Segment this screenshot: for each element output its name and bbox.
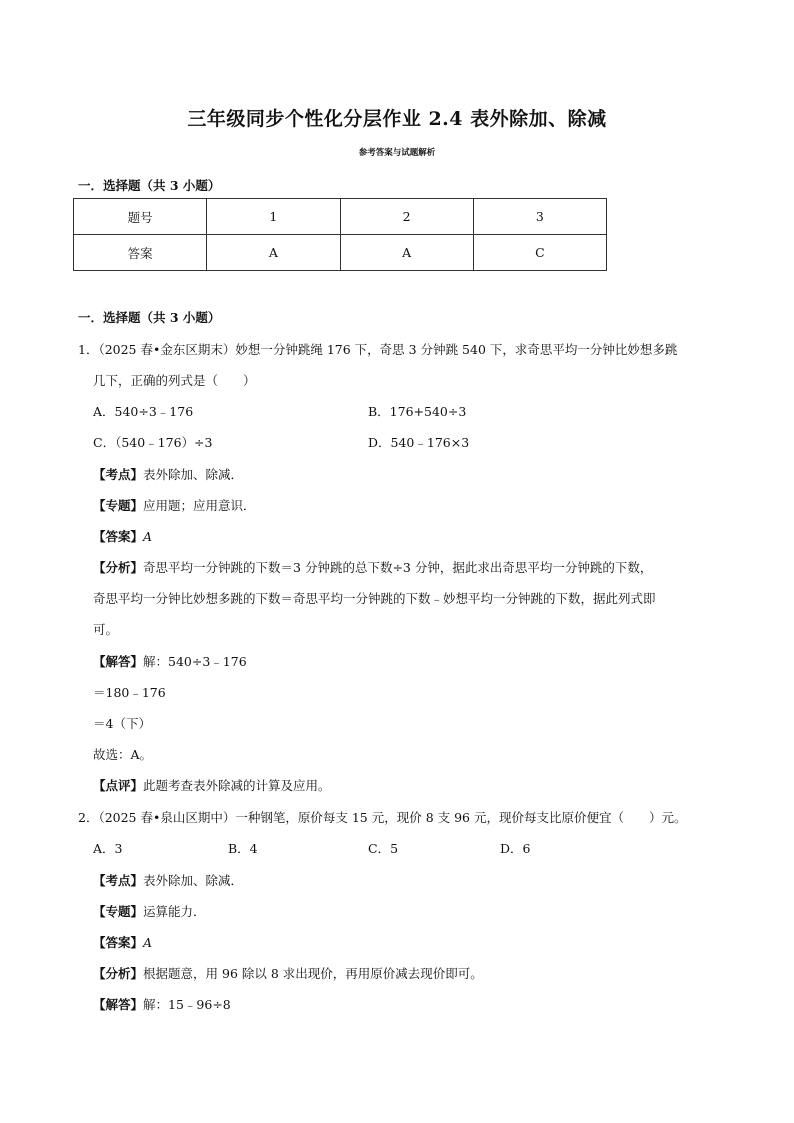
kaodian-tag: 【考点】 [93,467,144,482]
q2-jieda-tag: 【解答】 [93,997,144,1012]
table-header-cell: 答案 [74,235,207,271]
zhuanti-line [93,496,256,514]
table-header-cell: 题号 [74,199,207,235]
q2-daan-text: A [143,935,153,950]
q2-fenxi-line [93,964,483,982]
table-cell: 3 [473,199,606,235]
fenxi-line-3: 可。 [93,622,119,637]
kaodian-text: 表外除加、除减． [143,467,244,482]
option-b: B．176+540÷3 [368,404,467,419]
section-heading-2: 一．选择题（共 3 小题） [78,310,221,325]
q2-zhuanti-line [93,902,206,920]
table-cell: 1 [207,199,340,235]
table-cell: 2 [340,199,473,235]
jieda-step-4: 故选：A。 [93,747,153,762]
table-cell: A [340,235,473,271]
q2-zhuanti-tag: 【专题】 [93,904,144,919]
jieda-step-2: ＝180﹣176 [93,685,166,700]
dianping-tag: 【点评】 [93,778,144,793]
option-c: C．（540﹣176）÷3 [93,435,213,450]
q2-kaodian-text: 表外除加、除减． [143,873,244,888]
table-row [74,235,607,271]
q2-option-b: B．4 [228,841,258,856]
table-row [74,199,607,235]
dianping-line [93,776,331,794]
daan-line [93,527,152,545]
page-subtitle: 参考答案与试题解析 [358,148,436,158]
q2-kaodian-line [93,871,243,889]
zhuanti-text: 应用题；应用意识． [143,498,256,513]
table-cell: A [207,235,340,271]
fenxi-text: 奇思平均一分钟跳的下数＝3 分钟跳的总下数÷3 分钟，据此求出奇思平均一分钟跳的下数， [143,560,653,575]
q2-fenxi-text: 根据题意，用 96 除以 8 求出现价，再用原价减去现价即可。 [143,966,483,981]
q2-option-c: C．5 [368,841,399,856]
q2-jieda-text: 解：15﹣96÷8 [143,997,231,1012]
q2-option-d: D．6 [500,841,531,856]
q2-option-a: A．3 [93,841,123,856]
daan-text: A [143,529,153,544]
q2-fenxi-tag: 【分析】 [93,966,144,981]
page-title: 三年级同步个性化分层作业 2.4 表外除加、除减 [187,108,607,130]
jieda-text: 解：540÷3﹣176 [143,654,247,669]
jieda-tag: 【解答】 [93,654,144,669]
section-heading: 一．选择题（共 3 小题） [78,178,221,193]
dianping-text: 此题考查表外除减的计算及应用。 [143,778,331,793]
question-1-stem-cont: 几下，正确的列式是（ ） [93,373,256,388]
question-1-stem: 1．（2025 春•金东区期末）妙想一分钟跳绳 176 下，奇思 3 分钟跳 540 下，求奇思平均一分钟比妙想多跳 [78,342,678,357]
daan-tag: 【答案】 [93,529,144,544]
fenxi-line-2: 奇思平均一分钟比妙想多跳的下数＝奇思平均一分钟跳的下数﹣妙想平均一分钟跳的下数，据此列式即 [93,591,656,606]
q2-kaodian-tag: 【考点】 [93,873,144,888]
q2-daan-line [93,933,152,951]
jieda-step-3: ＝4（下） [93,716,151,731]
kaodian-line [93,465,243,483]
jieda-line [93,652,247,670]
fenxi-line [93,558,652,576]
option-a: A．540÷3﹣176 [93,404,194,419]
question-2-stem: 2．（2025 春•泉山区期中）一种钢笔，原价每支 15 元，现价 8 支 96 元，现价每支比原价便宜（ ）元。 [78,810,687,825]
zhuanti-tag: 【专题】 [93,498,144,513]
answer-table [73,198,607,271]
option-d: D．540﹣176×3 [368,435,470,450]
q2-zhuanti-text: 运算能力． [143,904,206,919]
table-cell: C [473,235,606,271]
fenxi-tag: 【分析】 [93,560,144,575]
q2-daan-tag: 【答案】 [93,935,144,950]
q2-jieda-line [93,995,231,1013]
